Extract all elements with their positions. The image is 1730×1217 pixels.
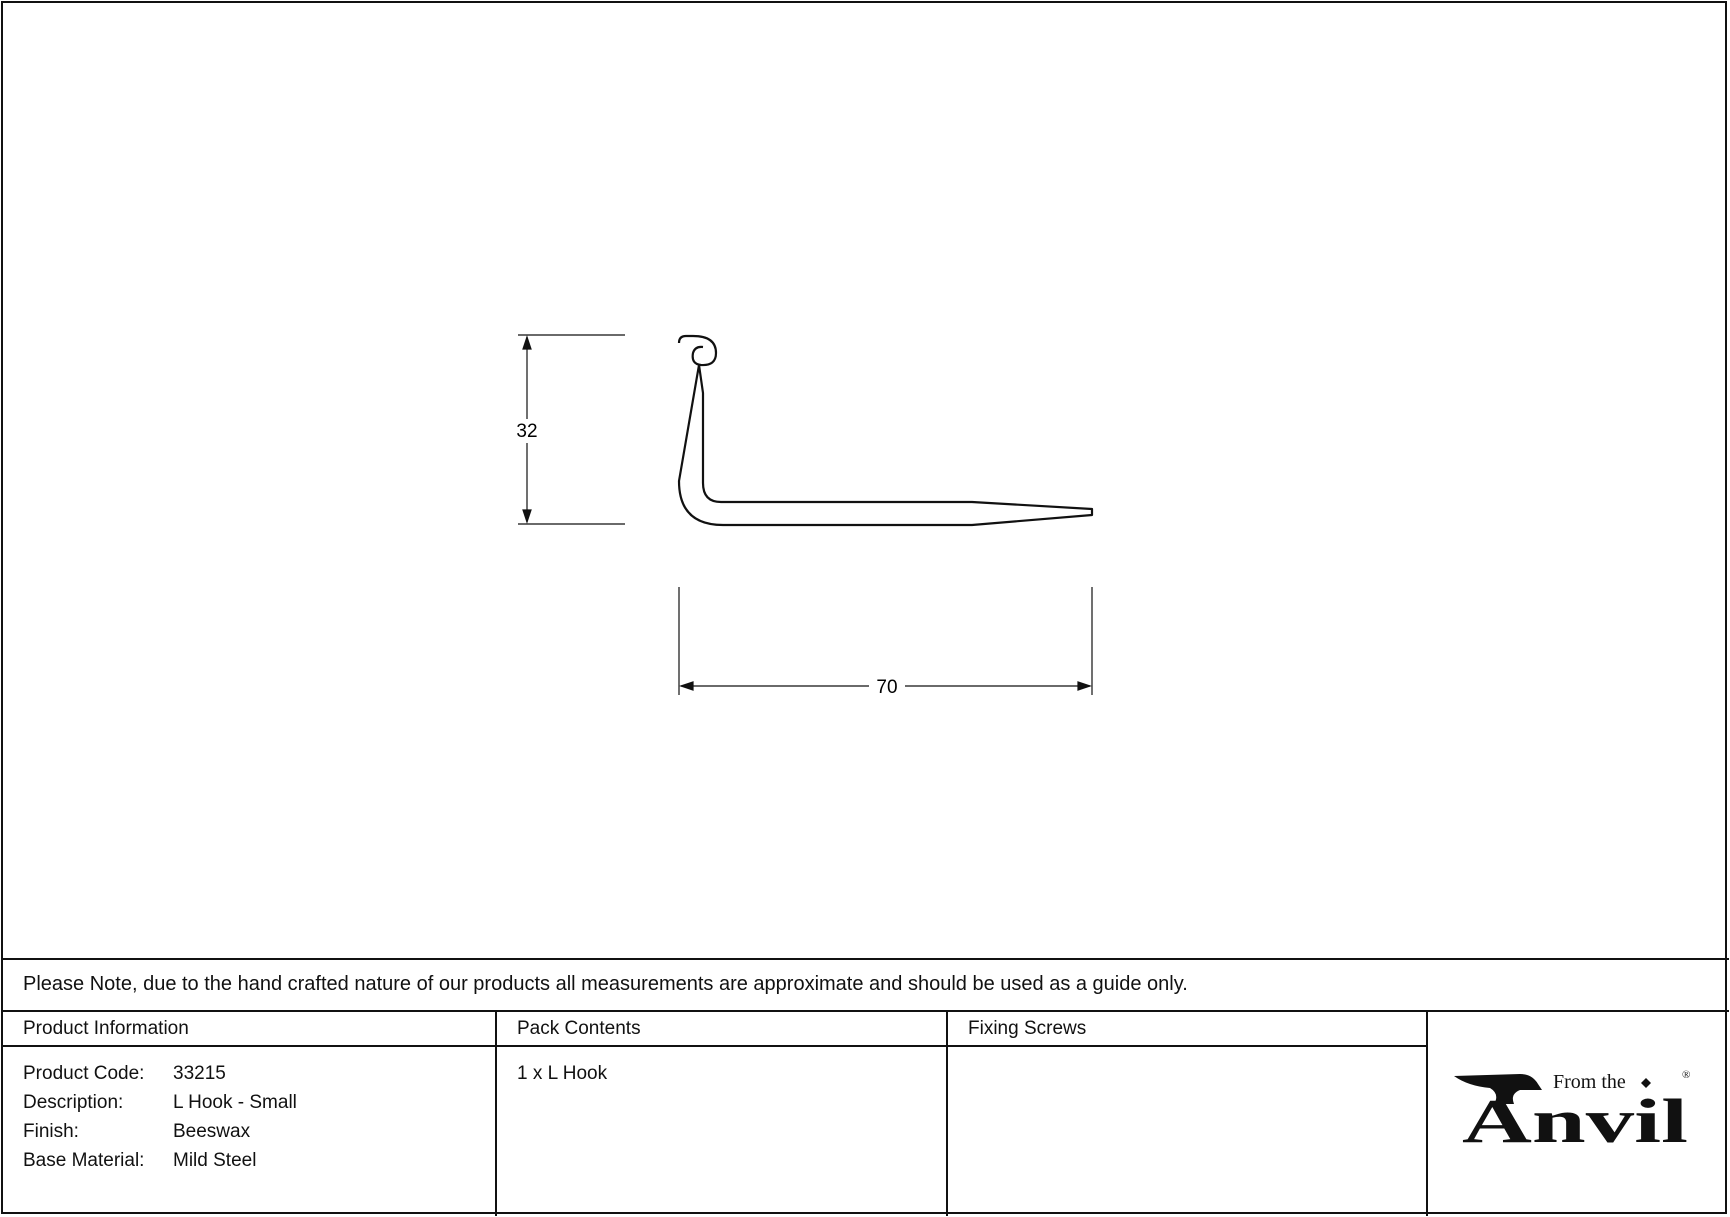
product-information-body — [3, 1047, 495, 1175]
logo-anvil-wordmark: Anvil — [1462, 1088, 1688, 1154]
logo-from-the: From the — [1553, 1071, 1626, 1093]
pack-contents-item: 1 x L Hook — [517, 1063, 608, 1084]
finish-label: Finish: — [23, 1121, 79, 1142]
from-the-anvil-logo — [1450, 1064, 1694, 1154]
product-code-value: 33215 — [173, 1063, 226, 1084]
l-hook-outline — [679, 336, 1092, 525]
base-material-row — [23, 1146, 495, 1175]
technical-drawing — [3, 3, 1729, 958]
description-value: L Hook - Small — [173, 1092, 297, 1113]
product-information-header: Product Information — [3, 1012, 495, 1047]
finish-row — [23, 1117, 495, 1146]
base-material-label: Base Material: — [23, 1150, 145, 1171]
height-dimension-label: 32 — [516, 421, 538, 442]
width-dimension-label: 70 — [876, 677, 898, 698]
base-material-value: Mild Steel — [173, 1150, 257, 1171]
finish-value: Beeswax — [173, 1121, 251, 1142]
product-information-column — [3, 1012, 497, 1216]
drawing-sheet — [1, 1, 1727, 1214]
fixing-screws-column — [948, 1012, 1428, 1216]
pack-contents-header: Pack Contents — [497, 1012, 946, 1047]
product-code-label: Product Code: — [23, 1063, 145, 1084]
fixing-screws-header: Fixing Screws — [948, 1012, 1426, 1047]
height-arrow-bottom — [523, 510, 531, 522]
description-row — [23, 1088, 495, 1117]
fixing-screws-body — [948, 1047, 1426, 1059]
description-label: Description: — [23, 1092, 124, 1113]
product-code-row — [23, 1059, 495, 1088]
pack-contents-column — [497, 1012, 948, 1216]
height-arrow-top — [523, 337, 531, 349]
width-arrow-left — [681, 682, 693, 690]
pack-contents-body — [497, 1047, 946, 1088]
logo-diamond-icon — [1641, 1078, 1651, 1088]
logo-registered-mark: ® — [1682, 1069, 1691, 1081]
width-arrow-right — [1078, 682, 1090, 690]
measurement-note: Please Note, due to the hand crafted nature of our products all measurements are approximate and should be used as a guide only. — [3, 958, 1729, 1011]
